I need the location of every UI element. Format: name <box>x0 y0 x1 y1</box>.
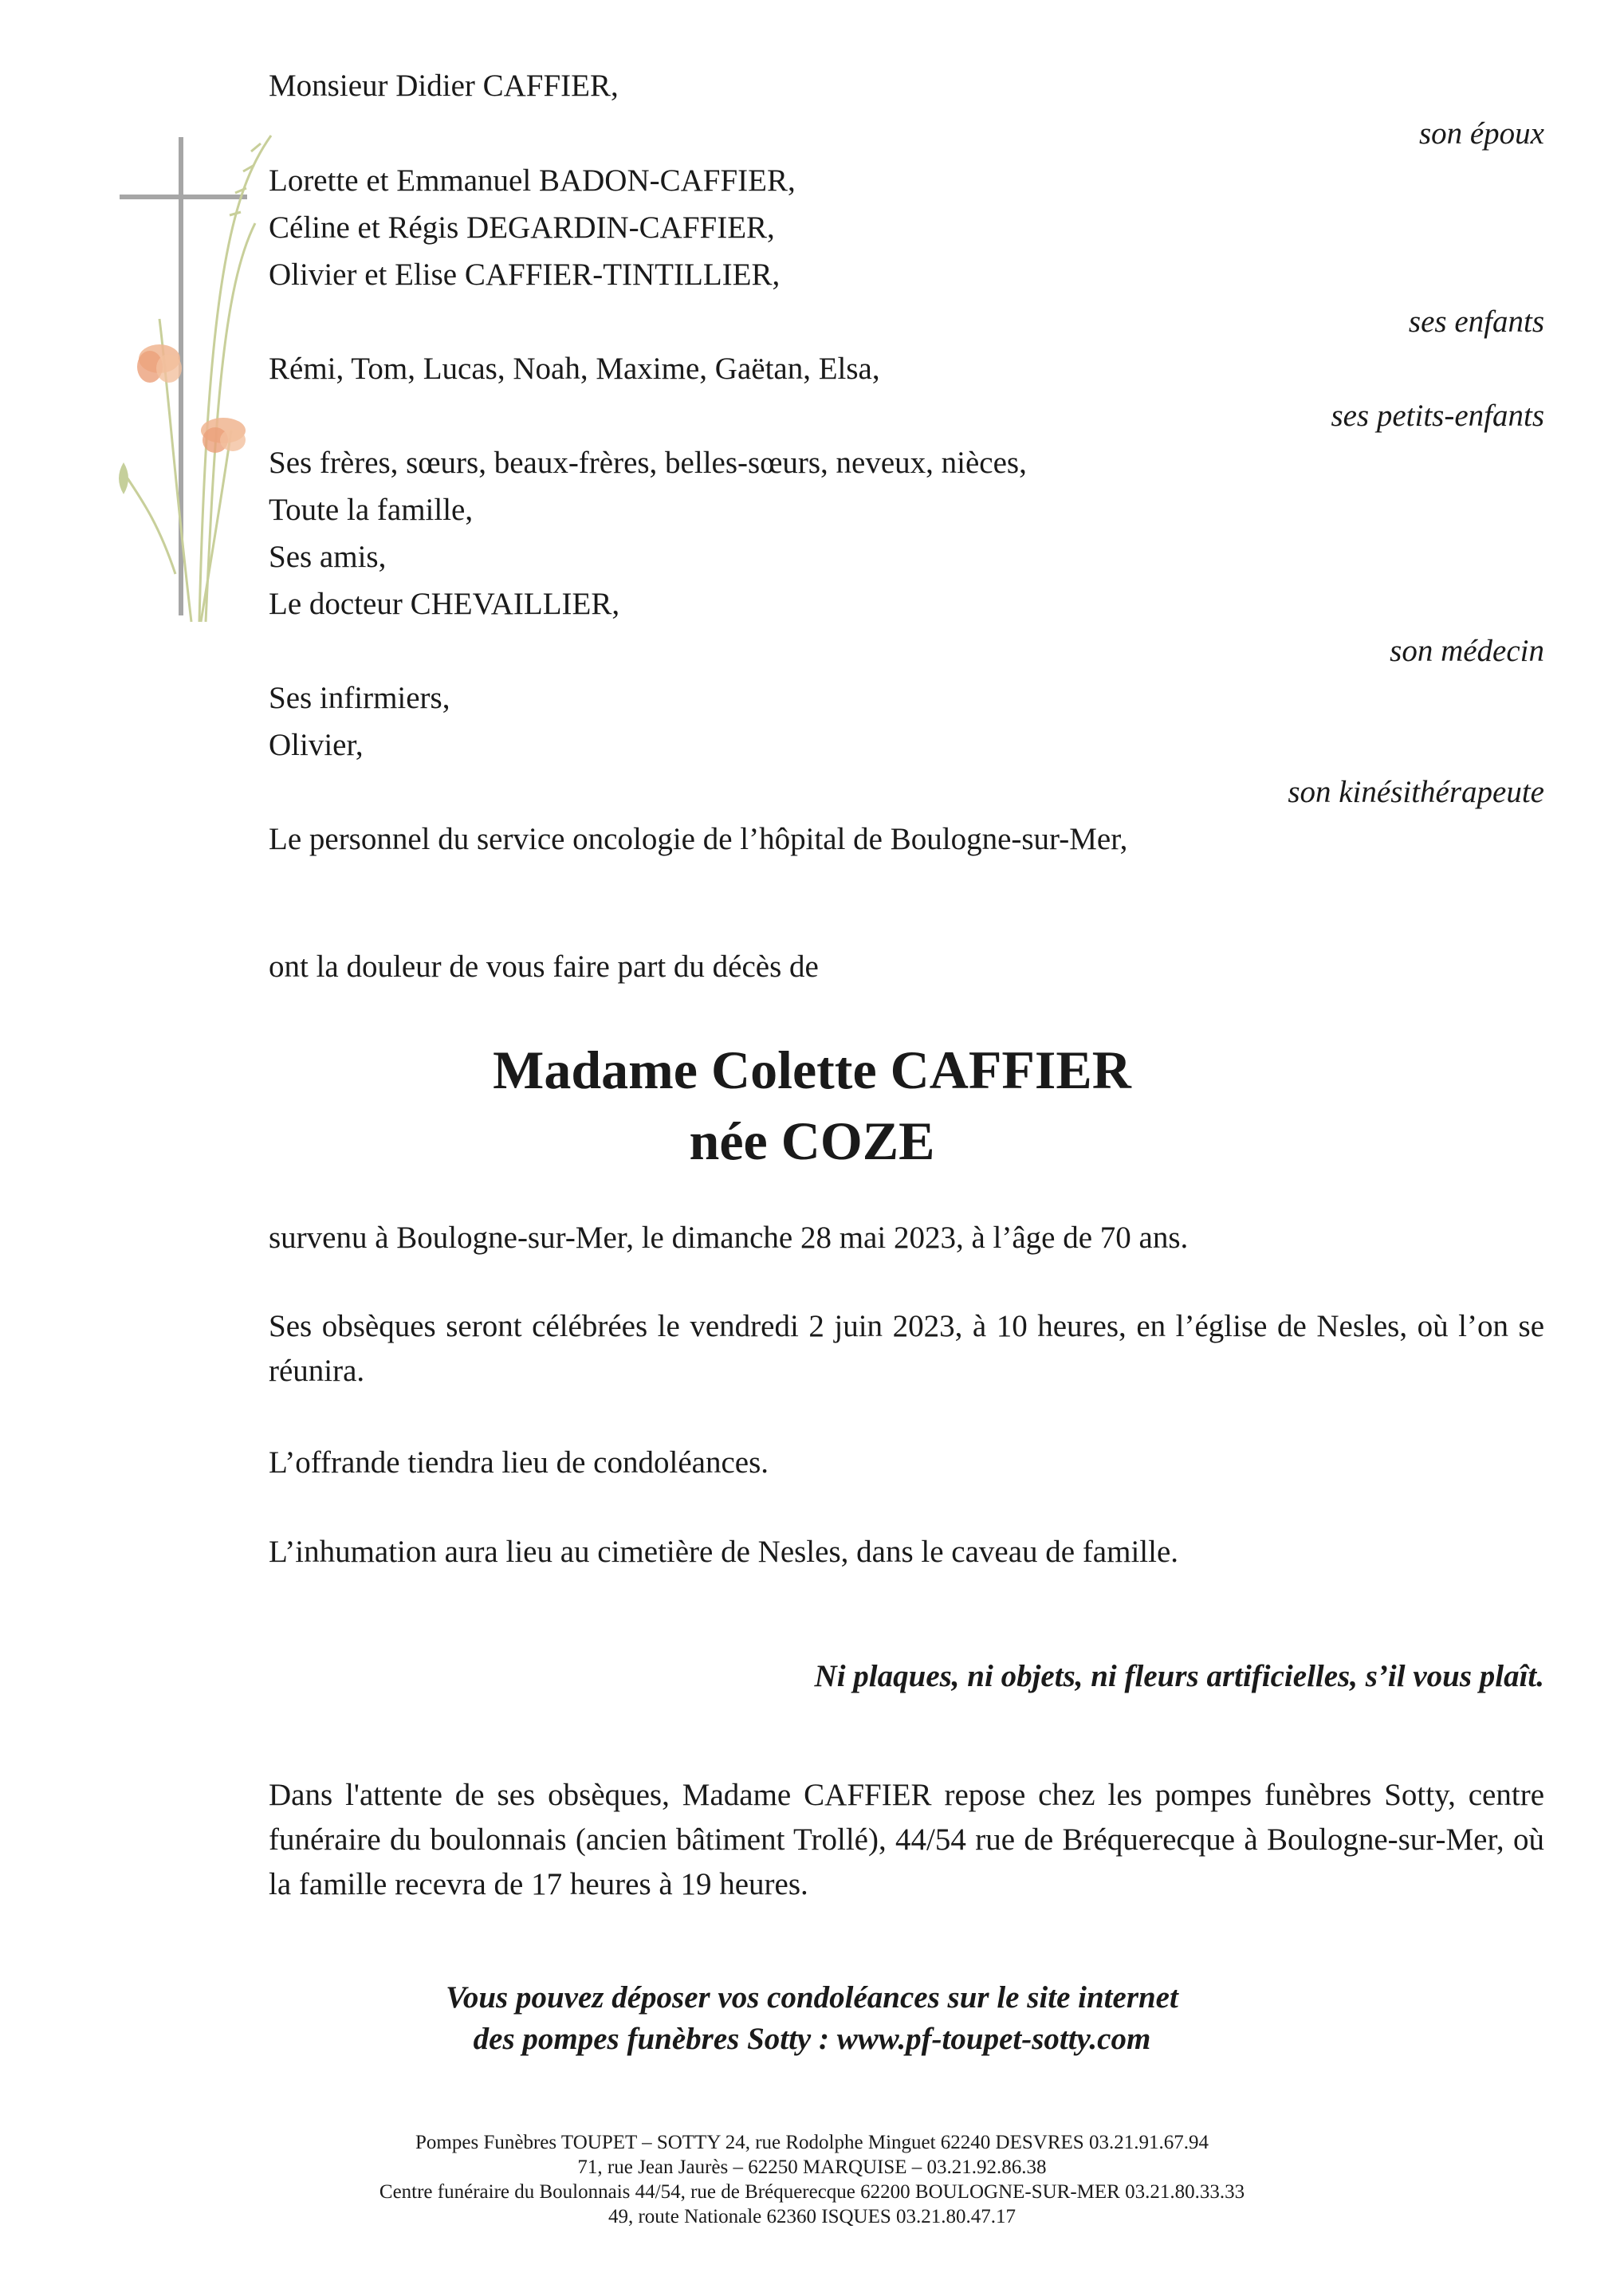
recipient-siblings: Ses frères, sœurs, beaux-frères, belles-sœurs, neveux, nièces, <box>269 446 1027 480</box>
offering-details: L’offrande tiendra lieu de condoléances. <box>269 1445 769 1480</box>
burial-details: L’inhumation aura lieu au cimetière de Nesles, dans le caveau de famille. <box>269 1535 1179 1569</box>
website-line-2: des pompes funèbres Sotty : www.pf-toupet-sotty.com <box>473 2022 1151 2056</box>
cross-flowers-illustration <box>112 128 279 638</box>
role-children: ses enfants <box>1408 305 1544 339</box>
role-spouse: son époux <box>1418 116 1544 151</box>
recipient-nurses: Ses infirmiers, <box>269 681 450 715</box>
death-details: survenu à Boulogne-sur-Mer, le dimanche 28 mai 2023, à l’âge de 70 ans. <box>269 1221 1189 1255</box>
recipient-child-3: Olivier et Elise CAFFIER-TINTILLIER, <box>269 258 781 292</box>
announcement-text: ont la douleur de vous faire part du décès de <box>269 949 819 984</box>
footer-line-2: 71, rue Jean Jaurès – 62250 MARQUISE – 03.21.92.86.38 <box>577 2156 1047 2178</box>
footer-line-3: Centre funéraire du Boulonnais 44/54, rue de Bréquerecque 62200 BOULOGNE-SUR-MER 03.21.80.33.33 <box>379 2181 1245 2203</box>
role-physio: son kinésithérapeute <box>1288 775 1544 809</box>
deceased-maiden-name: née COZE <box>689 1111 935 1171</box>
footer-line-1: Pompes Funèbres TOUPET – SOTTY 24, rue Rodolphe Minguet 62240 DESVRES 03.21.91.67.94 <box>415 2132 1209 2153</box>
recipient-grandchildren: Rémi, Tom, Lucas, Noah, Maxime, Gaëtan, Elsa, <box>269 352 880 386</box>
website-line-1: Vous pouvez déposer vos condoléances sur le site internet <box>446 1980 1178 2015</box>
recipient-spouse: Monsieur Didier CAFFIER, <box>269 69 619 103</box>
rest-details: Dans l'attente de ses obsèques, Madame CAFFIER repose chez les pompes funèbres Sotty, centre funéraire du boulonnais (ancien bâtiment Trollé), 44/54 rue de Bréquerecque à Boulogne-sur-Mer, où la famille recevra de 17 heures à 19 heures. <box>269 1778 1544 1901</box>
footer-line-4: 49, route Nationale 62360 ISQUES 03.21.80.47.17 <box>608 2206 1016 2227</box>
no-flowers-notice: Ni plaques, ni objets, ni fleurs artificielles, s’il vous plaît. <box>814 1659 1544 1693</box>
recipient-physio: Olivier, <box>269 728 364 762</box>
role-grandchildren: ses petits-enfants <box>1331 399 1544 433</box>
deceased-name: Madame Colette CAFFIER <box>493 1040 1131 1100</box>
role-doctor: son médecin <box>1390 634 1544 668</box>
funeral-details: Ses obsèques seront célébrées le vendredi 2 juin 2023, à 10 heures, en l’église de Nesles, où l’on se réunira. <box>269 1309 1544 1388</box>
recipient-child-1: Lorette et Emmanuel BADON-CAFFIER, <box>269 163 796 198</box>
recipient-child-2: Céline et Régis DEGARDIN-CAFFIER, <box>269 210 775 245</box>
recipient-doctor: Le docteur CHEVAILLIER, <box>269 587 620 621</box>
funeral-home-footer <box>0 2130 1624 2229</box>
recipient-family: Toute la famille, <box>269 493 474 527</box>
recipient-hospital-staff: Le personnel du service oncologie de l’hôpital de Boulogne-sur-Mer, <box>269 822 1128 856</box>
recipient-friends: Ses amis, <box>269 540 387 574</box>
